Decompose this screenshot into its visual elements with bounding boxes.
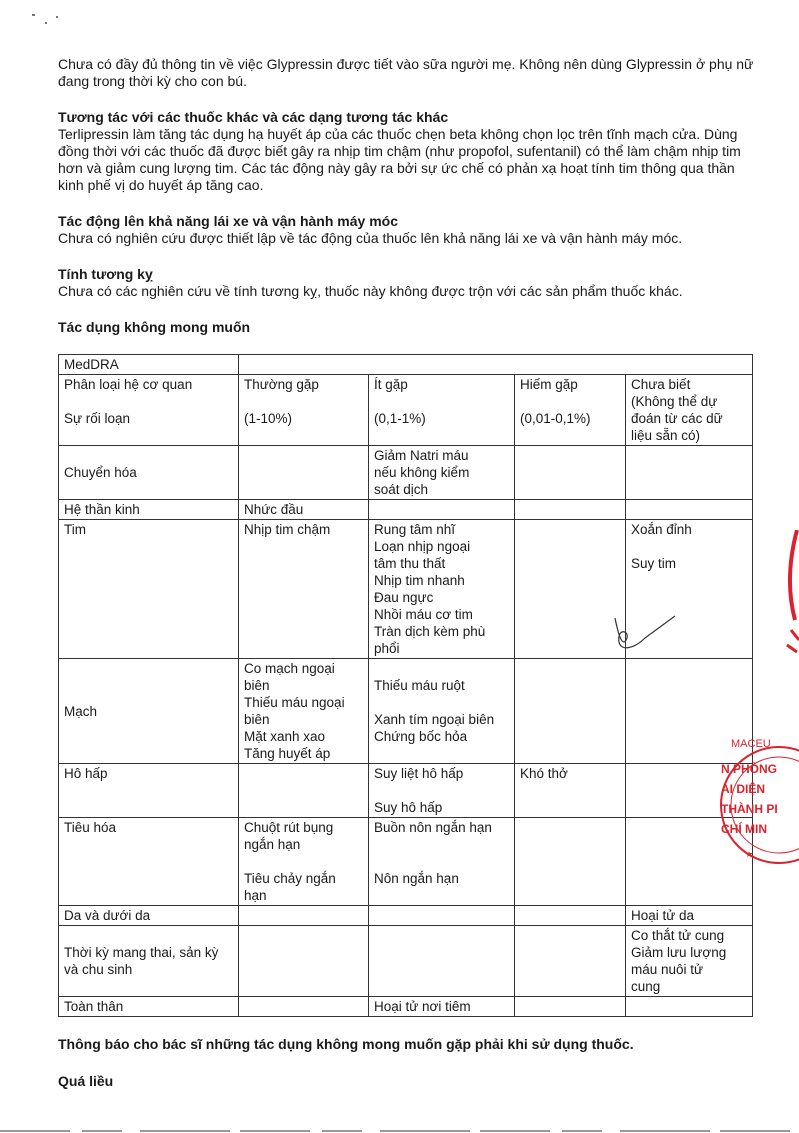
cell-line: cung	[631, 979, 661, 994]
uncommon-cell	[369, 500, 515, 520]
section-heading: Tác động lên khả năng lái xe và vận hành máy móc	[58, 213, 398, 229]
cell-line: (0,1-1%)	[374, 411, 426, 426]
organ-cell: Thời kỳ mang thai, sản kỳ và chu sinh	[59, 926, 239, 997]
organ-cell: Tiêu hóa	[59, 818, 239, 906]
official-stamp	[717, 725, 799, 875]
cell-line: đoán từ các dữ	[631, 411, 723, 426]
table-header-row	[59, 375, 753, 446]
rare-cell	[515, 818, 626, 906]
common-cell	[239, 446, 369, 500]
uncommon-cell	[369, 997, 515, 1017]
cell-line: Khó thở	[520, 766, 568, 781]
cell-line: tâm thu thất	[374, 556, 446, 571]
table-row	[59, 500, 753, 520]
cell-line: Buồn nôn ngắn hạn	[374, 820, 492, 835]
stamp-text: THÀNH PI	[721, 802, 778, 816]
cell-line: Loạn nhịp ngoại	[374, 539, 471, 554]
rare-cell	[515, 500, 626, 520]
cell-line: Phân loại hệ cơ quan	[64, 377, 193, 392]
header-organ-class	[59, 375, 239, 446]
cell-line: Ít gặp	[374, 377, 408, 392]
cell-line: Chuột rút bụng	[244, 820, 334, 835]
cell-line: Tràn dịch kèm phù	[374, 624, 486, 639]
section-heading: Tương tác với các thuốc khác và các dạng tương tác khác	[58, 109, 449, 125]
overdose-heading: Quá liều	[58, 1073, 114, 1089]
stamp-text: AI DIỆN	[721, 782, 766, 796]
cell-line: Nhức đầu	[244, 502, 304, 517]
table-row	[59, 659, 753, 764]
adverse-effects-table	[58, 354, 753, 1017]
organ-cell: Mạch	[59, 659, 239, 764]
cell-line: Nhồi máu cơ tim	[374, 607, 473, 622]
common-cell	[239, 926, 369, 997]
header-uncommon	[369, 375, 515, 446]
scan-speck	[45, 22, 47, 24]
cell-line: biên	[244, 712, 270, 727]
table-row	[59, 818, 753, 906]
cell-line: Tiêu chảy ngắn	[244, 871, 336, 886]
cell-line: Thiếu máu ruột	[374, 678, 465, 693]
rare-cell	[515, 926, 626, 997]
stamp-text: CHÍ MIN	[721, 822, 767, 836]
uncommon-cell	[369, 906, 515, 926]
table-row	[59, 926, 753, 997]
meddra-label: MedDRA	[59, 355, 239, 375]
cell-line: ngắn hạn	[244, 837, 301, 852]
meddra-row	[59, 355, 753, 375]
uncommon-cell	[369, 818, 515, 906]
section-driving	[58, 213, 758, 247]
rare-cell	[515, 764, 626, 818]
uncommon-cell	[369, 926, 515, 997]
organ-cell: Tim	[59, 520, 239, 659]
meddra-empty	[239, 355, 753, 375]
uncommon-cell	[369, 659, 515, 764]
cell-line: (0,01-0,1%)	[520, 411, 591, 426]
organ-cell: Da và dưới da	[59, 906, 239, 926]
common-cell	[239, 659, 369, 764]
common-cell	[239, 906, 369, 926]
rare-cell	[515, 906, 626, 926]
cell-line: Mặt xanh xao	[244, 729, 326, 744]
cell-line: Suy tim	[631, 556, 677, 571]
cell-line: (1-10%)	[244, 411, 293, 426]
uncommon-cell	[369, 446, 515, 500]
common-cell	[239, 764, 369, 818]
cell-line: Suy hô hấp	[374, 800, 443, 815]
common-cell	[239, 520, 369, 659]
cell-line: Giảm Natri máu	[374, 448, 469, 463]
cell-line: Đau ngực	[374, 590, 434, 605]
cell-line: biên	[244, 678, 270, 693]
cell-line: Tăng huyết áp	[244, 746, 331, 761]
organ-cell: Toàn thân	[59, 997, 239, 1017]
organ-cell: Hệ thần kinh	[59, 500, 239, 520]
cell-line: Co mạch ngoại	[244, 661, 335, 676]
unknown-cell	[626, 906, 753, 926]
adverse-effects-title: Tác dụng không mong muốn	[58, 319, 251, 335]
cell-line: Xoắn đỉnh	[631, 522, 692, 537]
rare-cell	[515, 446, 626, 500]
cell-line: Suy liệt hô hấp	[374, 766, 464, 781]
cell-line: máu nuôi tử	[631, 962, 704, 977]
section-body: Terlipressin làm tăng tác dụng hạ huyết áp của các thuốc chẹn beta không chọn lọc trên tĩnh mạch cửa. Dùng đồng thời với các thuốc đã được biết gây ra nhịp tim chậm (như propofol, sufentanil) có thể làm chậm nhịp tim hơn và giảm cung lượng tim. Các tác động này gây ra bởi sự ức chế có phản xạ hoạt tính tim thông qua thần kinh phế vị do huyết áp tăng cao.	[58, 126, 741, 193]
table-row	[59, 764, 753, 818]
section-interactions	[58, 109, 758, 194]
header-common	[239, 375, 369, 446]
cell-line: Chưa biết	[631, 377, 691, 392]
unknown-cell	[626, 500, 753, 520]
notice-text: Thông báo cho bác sĩ những tác dụng không mong muốn gặp phải khi sử dụng thuốc.	[58, 1036, 634, 1052]
cell-line: soát dịch	[374, 482, 429, 497]
cell-line: Xanh tím ngoại biên	[374, 712, 495, 727]
cell-line: Nhịp tim chậm	[244, 522, 331, 537]
header-rare	[515, 375, 626, 446]
cell-line: Hoại tử nơi tiêm	[374, 999, 471, 1014]
cell-line: Nhịp tim nhanh	[374, 573, 465, 588]
organ-cell: Chuyển hóa	[59, 446, 239, 500]
unknown-cell	[626, 997, 753, 1017]
table-row	[59, 997, 753, 1017]
cell-line: Sự rối loạn	[64, 411, 131, 426]
header-unknown	[626, 375, 753, 446]
rare-cell	[515, 659, 626, 764]
common-cell	[239, 818, 369, 906]
document-page	[58, 56, 758, 1090]
section-incompatibility	[58, 266, 758, 300]
cell-line: Co thắt tử cung	[631, 928, 725, 943]
table-row	[59, 906, 753, 926]
cell-line: Rung tâm nhĩ	[374, 522, 456, 537]
scan-edge-line	[0, 1129, 799, 1133]
cell-line: Nôn ngắn hạn	[374, 871, 459, 886]
uncommon-cell	[369, 764, 515, 818]
uncommon-cell	[369, 520, 515, 659]
section-body: Chưa có nghiên cứu được thiết lập về tác động của thuốc lên khả năng lái xe và vận hành máy móc.	[58, 230, 683, 246]
stamp-fragment	[779, 530, 799, 660]
scan-speck	[56, 16, 58, 18]
cell-line: liệu sẵn có)	[631, 428, 701, 443]
section-body: Chưa có các nghiên cứu về tính tương kỵ, thuốc này không được trộn với các sản phẩm thuốc khác.	[58, 283, 683, 299]
stamp-text: MACEU	[731, 738, 771, 750]
cell-line: Hoại tử da	[631, 908, 695, 923]
section-heading: Tính tương kỵ	[58, 266, 153, 282]
cell-line: (Không thể dự	[631, 394, 718, 409]
unknown-cell	[626, 446, 753, 500]
stamp-text: N PHÒNG	[721, 762, 778, 776]
intro-paragraph: Chưa có đầy đủ thông tin về việc Glypressin được tiết vào sữa người mẹ. Không nên dùng Glypressin ở phụ nữ đang trong thời kỳ cho con bú.	[58, 56, 754, 89]
organ-cell: Hô hấp	[59, 764, 239, 818]
cell-line: phổi	[374, 641, 400, 656]
cell-line: Thiếu máu ngoại	[244, 695, 345, 710]
cell-line: hạn	[244, 888, 267, 903]
cell-line: Giảm lưu lượng	[631, 945, 727, 960]
cell-line: Chứng bốc hỏa	[374, 729, 468, 744]
table-row	[59, 446, 753, 500]
cell-line: Hiếm gặp	[520, 377, 578, 392]
cell-line: nếu không kiểm	[374, 465, 470, 480]
signature-mark	[605, 608, 685, 658]
common-cell	[239, 500, 369, 520]
cell-line: Thường gặp	[244, 377, 319, 392]
unknown-cell	[626, 926, 753, 997]
scan-speck	[32, 14, 35, 16]
rare-cell	[515, 997, 626, 1017]
common-cell	[239, 997, 369, 1017]
